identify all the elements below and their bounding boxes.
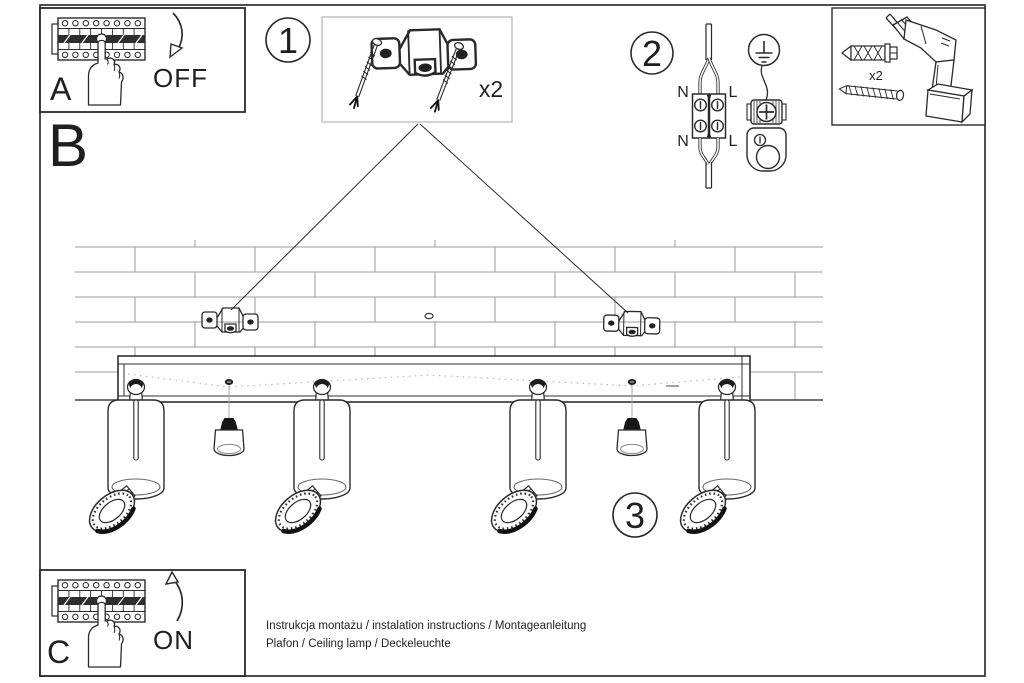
spotlight-3 [484,379,566,540]
step-1-parts [266,17,512,122]
wire-l-top-label: L [728,84,738,101]
bracket-quantity-label: x2 [478,76,504,102]
step-3-number: 3 [624,495,646,536]
spotlight-2 [268,379,350,540]
mains-cable-bottom [706,162,712,188]
footer [266,620,586,650]
wall-plug-icon [842,44,897,62]
bracket-leader-lines [231,124,628,313]
step-2-number: 2 [641,33,663,74]
ground-wire [761,66,767,100]
wall-bracket-right-icon [604,311,660,337]
ground-connection [747,35,786,172]
footer-line-2: Plafon / Ceiling lamp / Deckeleuchte [266,638,451,650]
section-b-letter: B [48,112,89,179]
off-label: OFF [153,63,208,93]
panel-a-power-off [40,8,245,112]
panel-a-letter: A [50,71,72,107]
anchor-quantity-label: x2 [869,68,883,83]
lamp-rail [118,356,750,402]
mains-cable-top [706,24,712,60]
wire-n-bottom-label: N [677,133,689,150]
spotlight-4 [673,379,755,540]
panel-c-power-on [40,570,245,676]
step-3-marker [613,493,657,537]
on-label: ON [153,625,194,655]
step-1-number: 1 [277,20,299,61]
drill-hole-marker [425,313,433,318]
wire-l-bottom-label: L [728,133,738,150]
tools-box [832,8,985,125]
brick-rows [75,247,823,372]
spotlight-1 [82,379,164,540]
footer-line-1: Instrukcja montażu / instalation instructions / Montageanleitung [266,620,587,632]
terminal-block-wiring [677,24,737,188]
step-2-wiring [631,24,786,188]
panel-c-letter: C [47,634,71,670]
wire-n-top-label: N [677,84,689,101]
wall-bracket-left-icon [202,308,258,333]
